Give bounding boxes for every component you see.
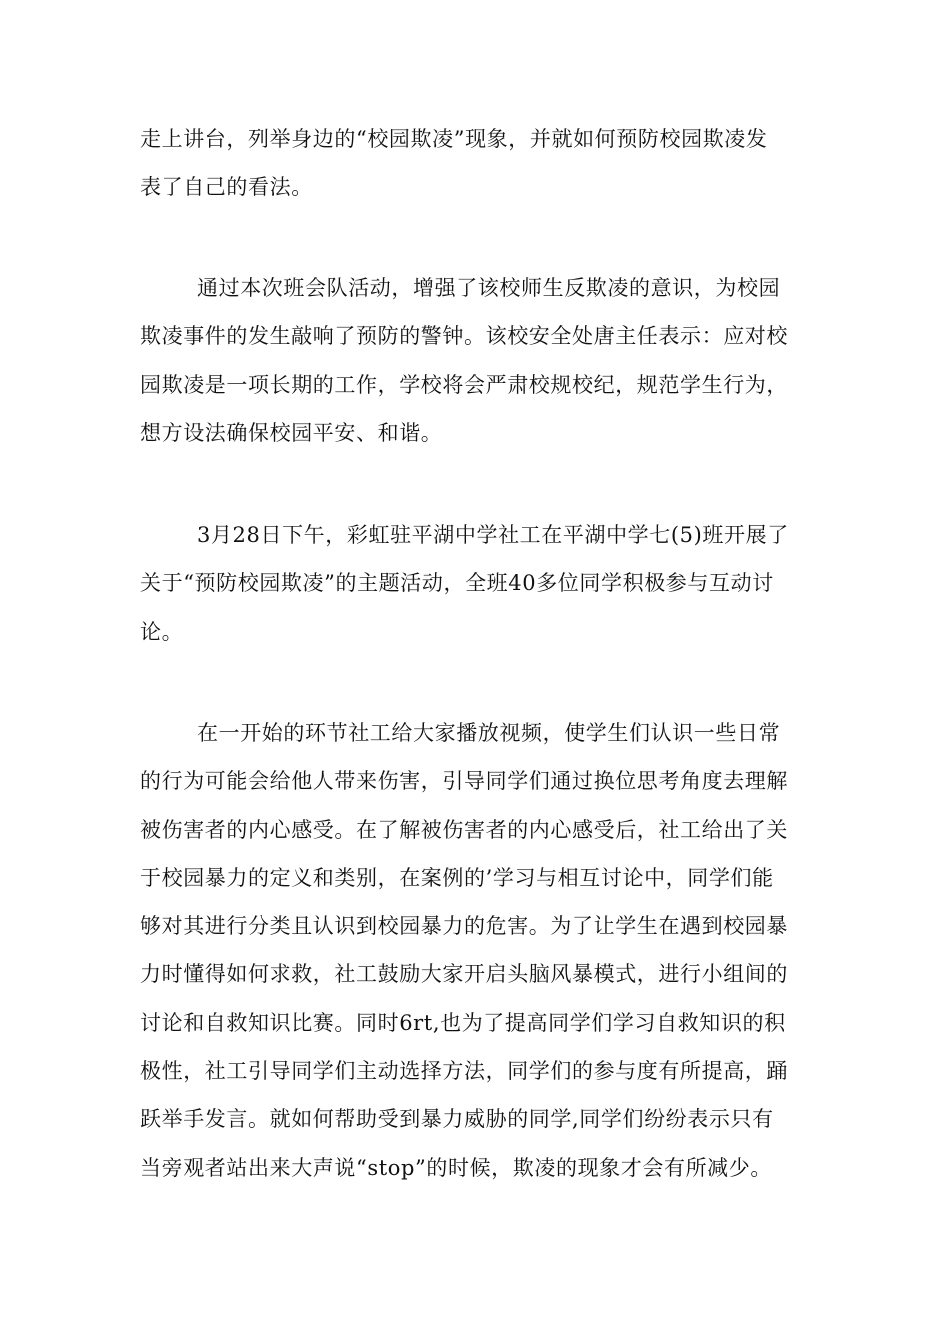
text-line: 园欺凌是一项长期的工作，学校将会严肃校规校纪，规范学生行为， [140, 372, 788, 397]
paragraph-4 [140, 709, 820, 1192]
text-line: 3月28日下午，彩虹驻平湖中学社工在平湖中学七(5)班开展了 [197, 523, 789, 547]
text-line: 想方设法确保校园平安、和谐。 [140, 420, 443, 445]
text-line: 被伤害者的内心感受。在了解被伤害者的内心感受后，社工给出了关 [140, 817, 788, 842]
paragraph-2 [140, 264, 820, 457]
text-line: 跃举手发言。就如何帮助受到暴力威胁的同学,同学们纷纷表示只有 [140, 1107, 774, 1132]
text-line: 力时懂得如何求救，社工鼓励大家开启头脑风暴模式，进行小组间的 [140, 962, 788, 987]
text-line: 在一开始的环节社工给大家播放视频，使学生们认识一些日常 [197, 721, 781, 745]
paragraph-1 [140, 115, 820, 212]
text-line: 当旁观者站出来大声说“stop”的时候，欺凌的现象才会有所减少。 [140, 1155, 772, 1180]
text-line: 通过本次班会队活动，增强了该校师生反欺凌的意识，为校园 [197, 276, 781, 300]
text-line: 欺凌事件的发生敲响了预防的警钟。该校安全处唐主任表示：应对校 [140, 324, 788, 349]
text-line: 讨论和自救知识比赛。同时6rt,也为了提高同学们学习自救知识的积 [140, 1010, 786, 1035]
paragraph-3 [140, 511, 820, 656]
text-line: 关于“预防校园欺凌”的主题活动，全班40多位同学积极参与互动讨 [140, 571, 774, 596]
text-line: 够对其进行分类且认识到校园暴力的危害。为了让学生在遇到校园暴 [140, 914, 788, 939]
text-line: 极性，社工引导同学们主动选择方法，同学们的参与度有所提高，踊 [140, 1059, 788, 1084]
text-line: 的行为可能会给他人带来伤害，引导同学们通过换位思考角度去理解 [140, 769, 788, 794]
text-line: 走上讲台，列举身边的“校园欺凌”现象，并就如何预防校园欺凌发 [140, 127, 768, 151]
text-line: 论。 [140, 619, 184, 644]
text-line: 表了自己的看法。 [140, 175, 313, 200]
text-line: 于校园暴力的定义和类别，在案例的’学习与相互讨论中，同学们能 [140, 865, 774, 890]
